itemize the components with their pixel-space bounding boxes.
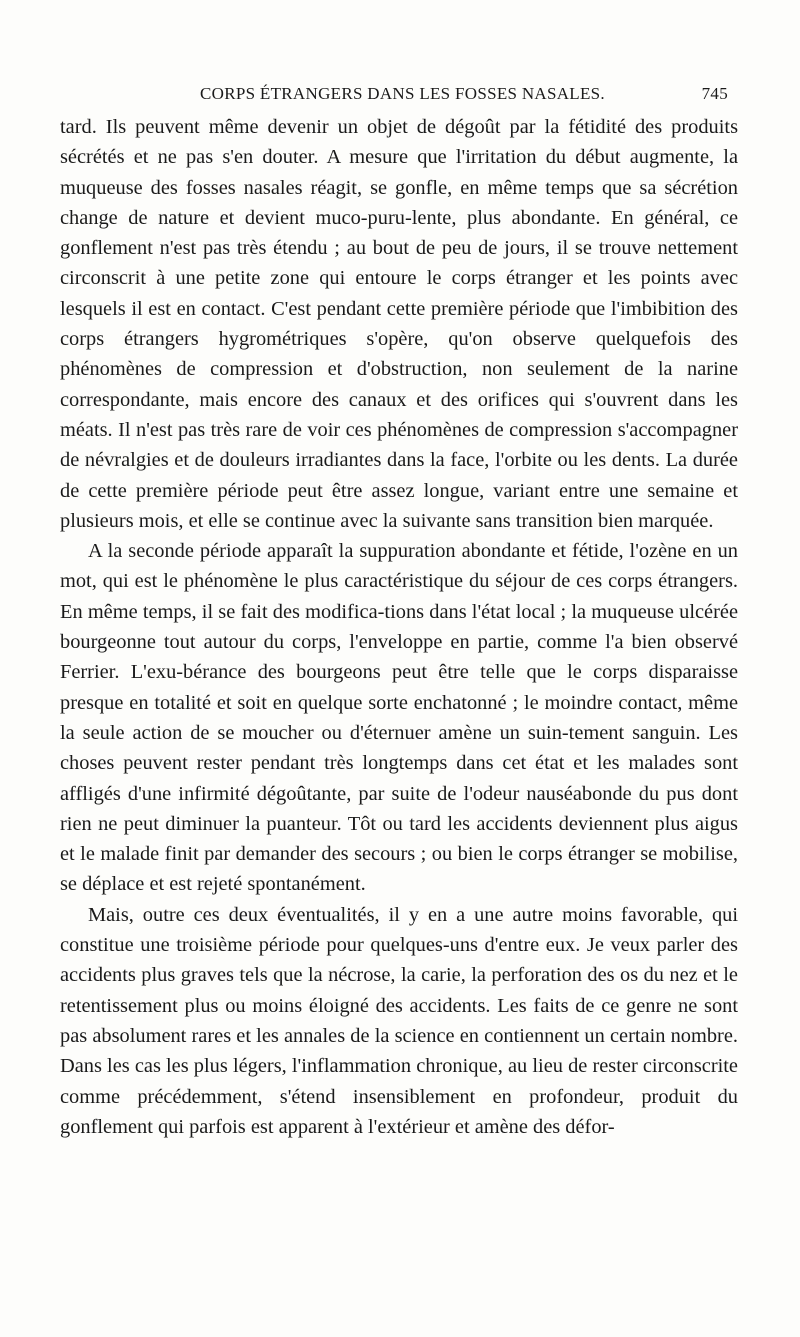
paragraph: Mais, outre ces deux éventualités, il y en a une autre moins favorable, qui constitue une troisième période pour quelques-uns d'entre eux. Je veux parler des accidents plus graves tels que la nécrose, la carie, la perforation des os du nez et le retentissement plus ou moins éloigné des accidents. Les faits de ce genre ne sont pas absolument rares et les annales de la science en contiennent un certain nombre. Dans les cas les plus légers, l'inflammation chronique, au lieu de rester circonscrite comme précédemment, s'étend insensiblement en profondeur, produit du gonflement qui parfois est apparent à l'extérieur et amène des défor-	[60, 903, 738, 1138]
paragraph: A la seconde période apparaît la suppuration abondante et fétide, l'ozène en un mot, qui est le phénomène le plus caractéristique du séjour de ces corps étrangers. En même temps, il se fait des modifica-tions dans l'état local ; la muqueuse ulcérée bourgeonne tout autour du corps, l'enveloppe en partie, comme l'a bien observé Ferrier. L'exu-bérance des bourgeons peut être telle que le corps disparaisse presque en totalité et soit en quelque sorte enchatonné ; le moindre contact, même la seule action de se moucher ou d'éternuer amène un suin-tement sanguin. Les choses peuvent rester pendant très longtemps dans cet état et les malades sont affligés d'une infirmité dégoûtante, par suite de l'odeur nauséabonde du pus dont rien ne peut diminuer la puanteur. Tôt ou tard les accidents deviennent plus aigus et le malade finit par demander des secours ; ou bien le corps étranger se mobilise, se déplace et est rejeté spontanément.	[60, 540, 738, 896]
paragraph: tard. Ils peuvent même devenir un objet de dégoût par la fétidité des produits sécrétés et ne pas s'en douter. A mesure que l'irritation du début augmente, la muqueuse des fosses nasales réagit, se gonfle, en même temps que sa sécrétion change de nature et devient muco-puru-lente, plus abondante. En général, ce gonflement n'est pas très étendu ; au bout de peu de jours, il se trouve nettement circonscrit à une petite zone qui entoure le corps étranger et les points avec lesquels il est en contact. C'est pendant cette première période que l'imbibition des corps étrangers hygrométriques s'opère, qu'on observe quelquefois des phénomènes de compression et d'obstruction, non seulement de la narine correspondante, mais encore des canaux et des orifices qui s'ouvrent dans les méats. Il n'est pas très rare de voir ces phénomènes de compression s'accompagner de névralgies et de douleurs irradiantes dans la face, l'orbite ou les dents. La durée de cette première période peut être assez longue, variant entre une semaine et plusieurs mois, et elle se continue avec la suivante sans transition bien marquée.	[60, 116, 738, 532]
page-number: 745	[701, 84, 728, 103]
body-text	[60, 112, 738, 1142]
page-header	[60, 84, 728, 108]
running-title: CORPS ÉTRANGERS DANS LES FOSSES NASALES.	[200, 84, 605, 103]
